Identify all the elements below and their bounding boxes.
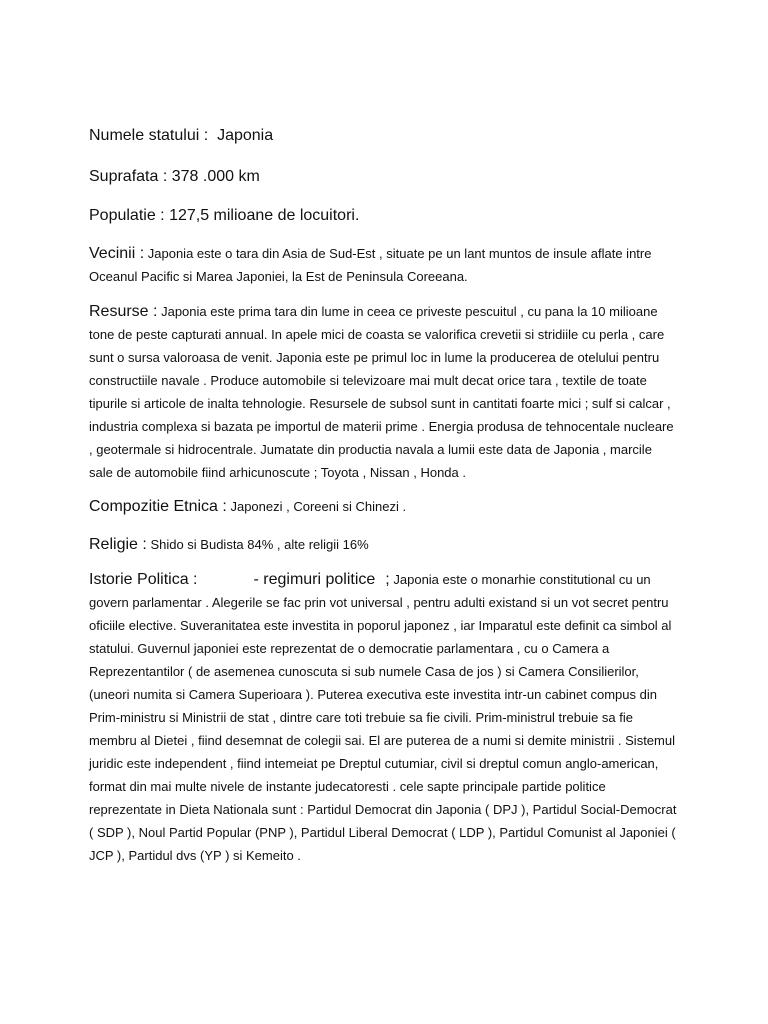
text-religie: Shido si Budista 84% , alte religii 16%: [150, 537, 369, 552]
label-resurse: Resurse :: [89, 303, 158, 320]
section-compozitie-etnica: [89, 495, 679, 518]
label-compozitie-etnica: Compozitie Etnica :: [89, 498, 227, 515]
document-content: [89, 124, 679, 867]
label-istorie-politica: Istorie Politica :: [89, 571, 198, 588]
value-numele-statului: Japonia: [217, 127, 274, 144]
label-religie: Religie :: [89, 536, 147, 553]
value-populatie: 127,5 milioane de locuitori.: [169, 207, 360, 224]
label-numele-statului: Numele statului :: [89, 127, 209, 144]
section-istorie-politica: [89, 568, 679, 867]
section-resurse: [89, 300, 679, 484]
label-suprafata: Suprafata :: [89, 168, 168, 185]
text-resurse: Japonia este prima tara din lume in ceea ce priveste pescuitul , cu pana la 10 milioane tone de peste capturati annual. In apele mici de coasta se valorifica crevetii si stridiile cu perla , care sunt o sursa valoroasa de venit. Japonia este pe primul loc in lume la producerea de otelului pentru constructiile navale . Produce automobile si televizoare mai mult decat orice tara , textile de toate tipurile si articole de inalta tehnologie. Resursele de subsol sunt in cantitati foarte mici ; sulf si calcar , industria complexa si bazata pe importul de materii prime . Energia produsa de tehnocentale nucleare , geotermale si hidrocentrale. Jumatate din productia navala a lumii este data de Japonia , marcile sale de automobile fiind arhicunoscute ; Toyota , Nissan , Honda .: [89, 304, 674, 480]
section-populatie: [89, 204, 679, 227]
text-compozitie-etnica: Japonezi , Coreeni si Chinezi .: [230, 499, 407, 514]
section-numele-statului: [89, 124, 679, 147]
section-suprafata: [89, 165, 679, 188]
text-vecinii: Japonia este o tara din Asia de Sud-Est , situate pe un lant muntos de insule aflate intre Oceanul Pacific si Marea Japoniei, la Est de Peninsula Coreeana.: [89, 246, 652, 284]
semicolon-mark: ;: [385, 571, 390, 588]
label-populatie: Populatie :: [89, 207, 165, 224]
section-religie: [89, 533, 679, 556]
text-istorie-politica: Japonia este o monarhie constitutional cu un govern parlamentar . Alegerile se fac prin vot universal , pentru adulti existand si un vot secret pentru oficiile elective. Suveranitatea este investita in poporul japonez , iar Imparatul este definit ca simbol al statului. Guvernul japoniei este reprezentat de o democratie parlamentara , cu o Camera a Reprezentantilor ( de asemenea cunoscuta si sub numele Casa de jos ) si Camera Consilierilor, (uneori numita si Camera Superioara ). Puterea executiva este investita intr-un cabinet compus din Prim-ministru si Ministrii de stat , dintre care toti trebuie sa fie civili. Prim-ministrul trebuie sa fie membru al Dietei , fiind desemnat de colegii sai. El are puterea de a numi si demite ministrii . Sistemul juridic este independent , fiind intemeiat pe Dreptul cutumiar, civil si dreptul comun anglo-american, format din mai multe nivele de instante judecatoresti . cele sapte principale partide politice reprezentate in Dieta Nationala sunt : Partidul Democrat din Japonia ( DPJ ), Partidul Social-Democrat ( SDP ), Noul Partid Popular (PNP ), Partidul Liberal Democrat ( LDP ), Partidul Comunist al Japoniei ( JCP ), Partidul dvs (YP ) si Kemeito .: [89, 572, 677, 863]
label-vecinii: Vecinii :: [89, 245, 145, 262]
value-suprafata: 378 .000 km: [171, 168, 260, 185]
sublabel-regimuri-politice: - regimuri politice: [253, 571, 376, 588]
section-vecinii: [89, 242, 679, 288]
